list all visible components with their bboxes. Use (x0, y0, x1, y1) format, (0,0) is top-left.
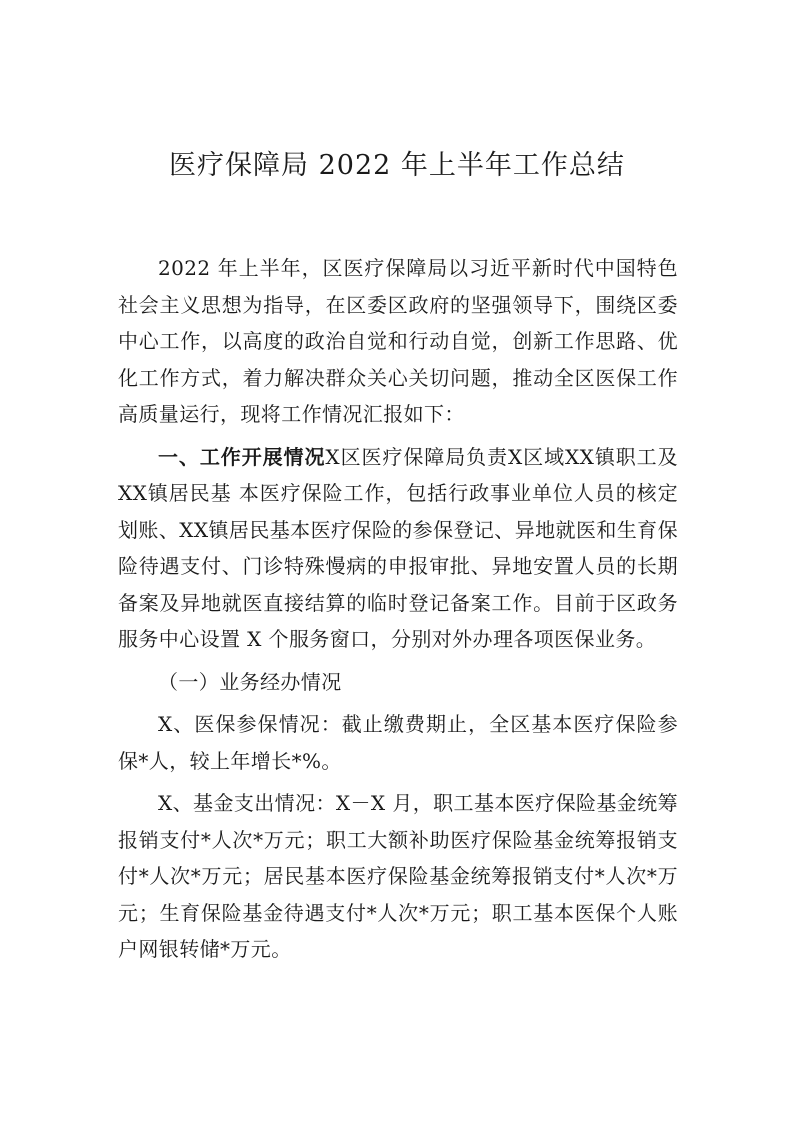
intro-paragraph: 2022 年上半年，区医疗保障局以习近平新时代中国特色社会主义思想为指导，在区委区政府的坚强领导下，围绕区委中心工作，以高度的政治自觉和行动自觉，创新工作思路、优化工作方式，着力解决群众关心关切问题，推动全区医保工作高质量运行，现将工作情况汇报如下： (118, 256, 678, 426)
subsection-1-item-2: X、基金支出情况：X－X 月，职工基本医疗保险基金统筹报销支付*人次*万元；职工大额补助医疗保险基金统筹报销支付*人次*万元；居民基本医疗保险基金统筹报销支付*人次*万元；生育保险基金待遇支付*人次*万元；职工基本医保个人账户网银转储*万元。 (118, 791, 678, 961)
subsection-1-heading: （一）业务经办情况 (158, 669, 342, 694)
subsection-1-item-1: X、医保参保情况：截止缴费期止，全区基本医疗保险参保*人，较上年增长*%。 (118, 712, 678, 773)
document-body (118, 250, 678, 974)
document-title: 医疗保障局 2022 年上半年工作总结 (169, 150, 625, 181)
section-1-heading: 一、工作开展情况 (158, 444, 326, 469)
section-1-paragraph (118, 439, 678, 658)
section-1-text: X区医疗保障局负责X区域XX镇职工及XX镇居民基 本医疗保险工作，包括行政事业单位人员的核定划账、XX镇居民基本医疗保险的参保登记、异地就医和生育保险待遇支付、门诊特殊慢病的申报审批、异地安置人员的长期备案及异地就医直接结算的临时登记备案工作。目前于区政务服务中心设置 X 个服务窗口，分别对外办理各项医保业务。 (118, 444, 679, 651)
